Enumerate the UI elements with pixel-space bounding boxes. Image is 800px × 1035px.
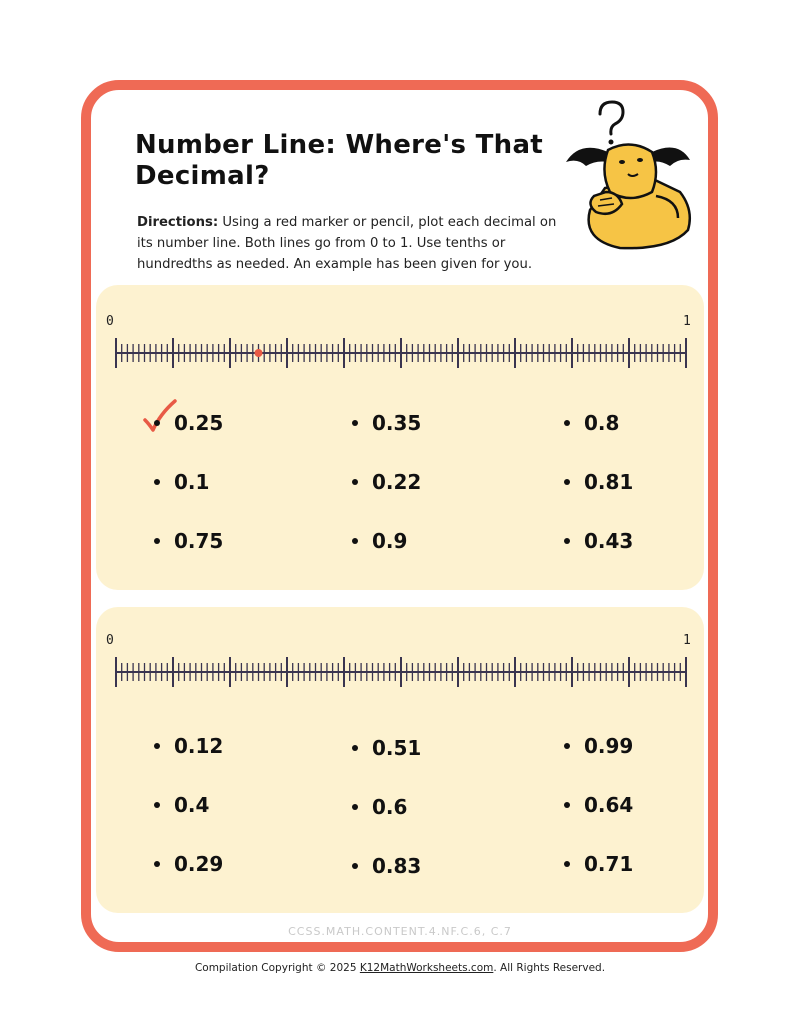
number-line-1-end-label: 1 [683,314,691,329]
decimal-item: 0.64 [564,793,633,817]
example-point [255,349,263,357]
number-line-2-end-label: 1 [683,633,691,648]
worksheet-title: Number Line: Where's That Decimal? [135,130,544,191]
decimal-item: 0.81 [564,470,633,494]
decimal-item: 0.51 [352,736,421,760]
number-line-1-start-label: 0 [106,314,114,329]
decimal-item: 0.43 [564,529,633,553]
decimal-item: 0.22 [352,470,421,494]
number-line-2-start-label: 0 [106,633,114,648]
number-line-2[interactable] [112,655,690,689]
decimal-item: 0.25 [154,411,223,435]
decimal-item: 0.12 [154,734,223,758]
directions-text: Using a red marker or pencil, plot each decimal on its number line. Both lines go from 0 to 1. Use tenths or hundredths as needed. An example has been given for you. [137,215,557,272]
directions [137,212,567,275]
decimal-item: 0.75 [154,529,223,553]
footer-suffix: . All Rights Reserved. [493,962,606,974]
copyright-footer [0,962,800,974]
footer-link[interactable]: K12MathWorksheets.com [359,962,494,974]
decimal-item: 0.6 [352,795,407,819]
decimal-item: 0.1 [154,470,209,494]
directions-label: Directions: [137,215,219,230]
footer-prefix: Compilation Copyright © 2025 [194,962,360,974]
thinking-dog-mascot-icon [560,100,695,252]
decimal-item: 0.8 [564,411,619,435]
decimal-item: 0.71 [564,852,633,876]
decimal-item: 0.9 [352,529,407,553]
decimal-item: 0.4 [154,793,209,817]
standards-code: CCSS.MATH.CONTENT.4.NF.C.6, C.7 [288,925,512,938]
decimal-item: 0.35 [352,411,421,435]
decimal-item: 0.29 [154,852,223,876]
number-line-1[interactable] [112,336,690,370]
decimal-item: 0.83 [352,854,421,878]
decimal-item: 0.99 [564,734,633,758]
